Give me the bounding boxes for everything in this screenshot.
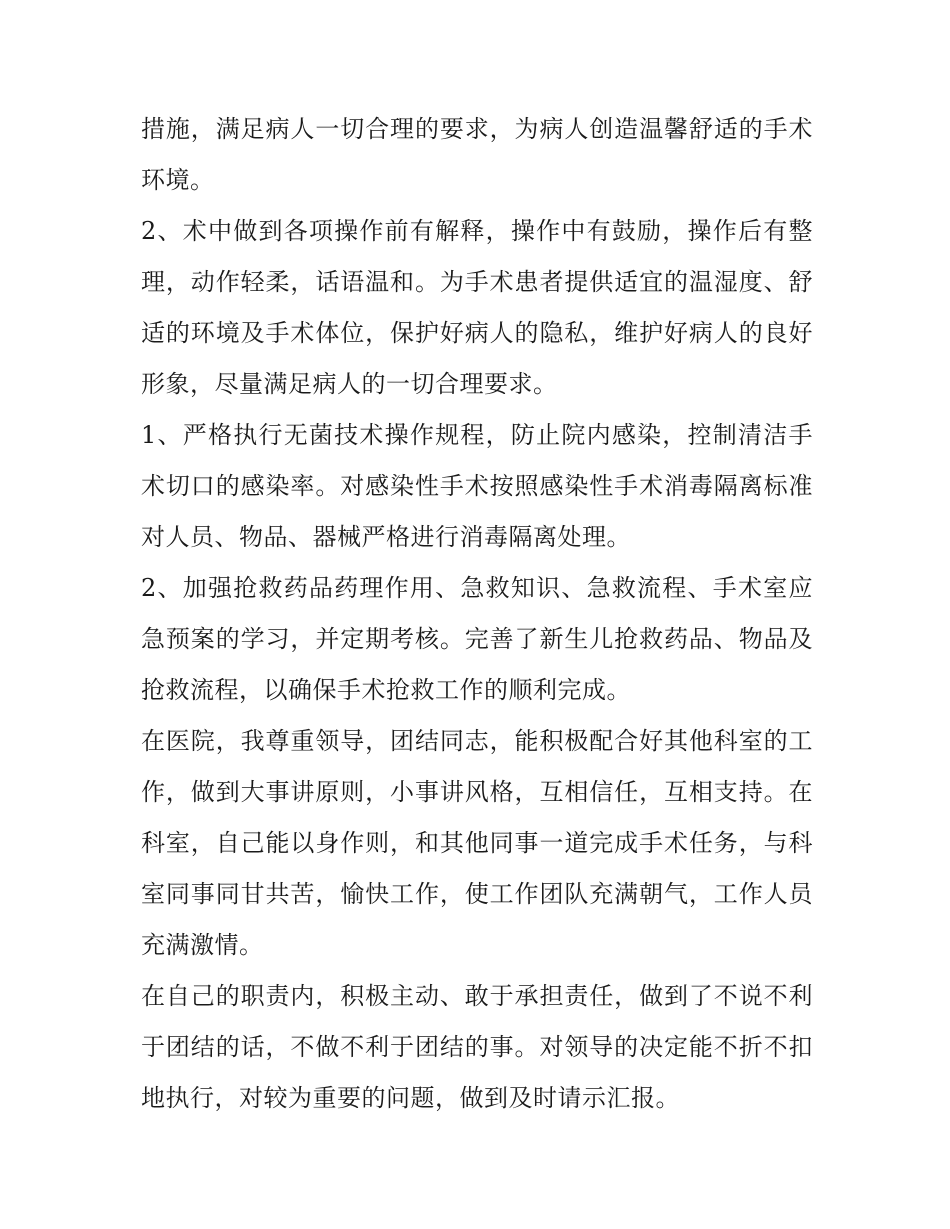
paragraph-teamwork: 在医院，我尊重领导，团结同志，能积极配合好其他科室的工作，做到大事讲原则，小事讲风格，互相信任，互相支持。在科室，自己能以身作则，和其他同事一道完成手术任务，与科室同事同甘共苦，愉快工作，使工作团队充满朝气，工作人员充满激情。 <box>141 727 813 959</box>
paragraph-comfort-environment: 措施，满足病人一切合理的要求，为病人创造温馨舒适的手术环境。 <box>141 115 813 194</box>
document-body <box>141 104 813 1124</box>
paragraph-emergency-training: 2、加强抢救药品药理作用、急救知识、急救流程、手术室应急预案的学习，并定期考核。完善了新生儿抢救药品、物品及抢救流程，以确保手术抢救工作的顺利完成。 <box>141 574 813 704</box>
paragraph-responsibility: 在自己的职责内，积极主动、敢于承担责任，做到了不说不利于团结的话，不做不利于团结的事。对领导的决定能不折不扣地执行，对较为重要的问题，做到及时请示汇报。 <box>141 982 813 1112</box>
paragraph-aseptic-technique: 1、严格执行无菌技术操作规程，防止院内感染，控制清洁手术切口的感染率。对感染性手术按照感染性手术消毒隔离标准对人员、物品、器械严格进行消毒隔离处理。 <box>141 421 813 551</box>
paragraph-intraoperative-care: 2、术中做到各项操作前有解释，操作中有鼓励，操作后有整理，动作轻柔，话语温和。为手术患者提供适宜的温湿度、舒适的环境及手术体位，保护好病人的隐私，维护好病人的良好形象，尽量满足病人的一切合理要求。 <box>141 217 813 398</box>
